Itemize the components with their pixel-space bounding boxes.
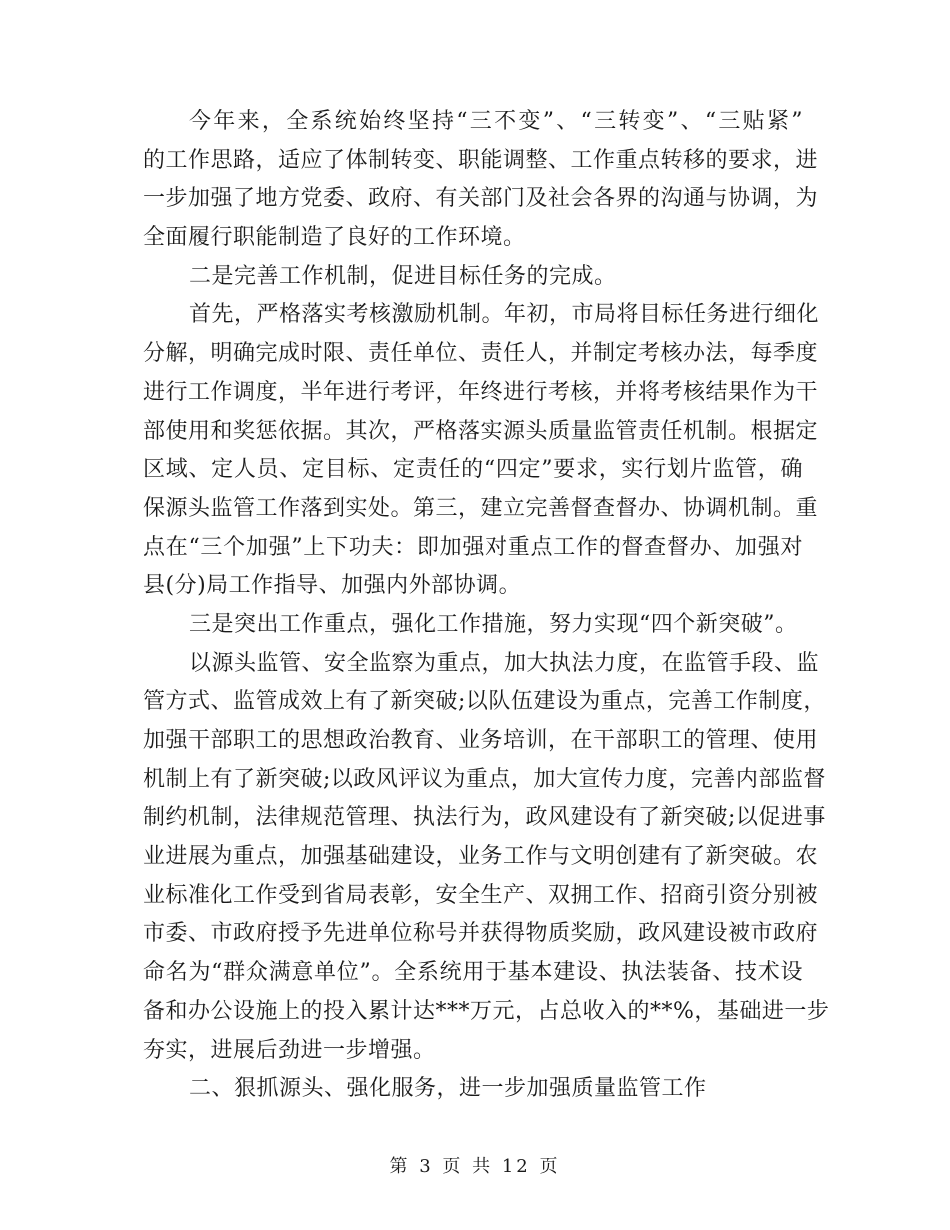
text-line: 二、狠抓源头、强化服务，进一步加强质量监管工作 [189, 1076, 707, 1102]
text-line: 命名为“群众满意单位”。全系统用于基本建设、执法装备、技术设 [143, 960, 803, 986]
text-line: 业进展为重点，加强基础建设，业务工作与文明创建有了新突破。农 [143, 844, 819, 870]
text-line: 一步加强了地方党委、政府、有关部门及社会各界的沟通与协调，为 [143, 186, 819, 212]
text-line: 今年来，全系统始终坚持“三不变”、“三转变”、“三贴紧” [189, 109, 803, 134]
text-line: 县(分)局工作指导、加强内外部协调。 [143, 573, 522, 599]
text-line: 部使用和奖惩依据。其次，严格落实源头质量监管责任机制。根据定 [143, 418, 819, 444]
text-line: 区域、定人员、定目标、定责任的“四定”要求，实行划片监管，确 [143, 457, 803, 483]
text-line: 备和办公设施上的投入累计达***万元，占总收入的**%，基础进一步 [143, 998, 830, 1024]
text-line: 首先，严格落实考核激励机制。年初，市局将目标任务进行细化 [189, 302, 820, 328]
text-line: 三是突出工作重点，强化工作措施，努力实现“四个新突破”。 [189, 611, 798, 637]
text-line: 分解，明确完成时限、责任单位、责任人，并制定考核办法，每季度 [143, 341, 819, 367]
text-line: 二是完善工作机制，促进目标任务的完成。 [189, 263, 617, 289]
document-body [143, 103, 830, 1109]
text-line: 以源头监管、安全监察为重点，加大执法力度，在监管手段、监 [189, 650, 820, 676]
text-line: 管方式、监管成效上有了新突破;以队伍建设为重点，完善工作制度， [143, 689, 826, 715]
text-line: 机制上有了新突破;以政风评议为重点，加大宣传力度，完善内部监督 [143, 766, 826, 792]
text-line: 进行工作调度，半年进行考评，年终进行考核，并将考核结果作为干 [143, 379, 819, 405]
text-line: 市委、市政府授予先进单位称号并获得物质奖励，政风建设被市政府 [143, 921, 819, 947]
text-line: 保源头监管工作落到实处。第三，建立完善督查督办、协调机制。重 [143, 495, 819, 521]
text-line: 点在“三个加强”上下功夫：即加强对重点工作的督查督办、加强对 [143, 534, 803, 560]
text-line: 加强干部职工的思想政治教育、业务培训，在干部职工的管理、使用 [143, 728, 819, 753]
text-line: 的工作思路，适应了体制转变、职能调整、工作重点转移的要求，进 [143, 147, 819, 173]
text-line: 全面履行职能制造了良好的工作环境。 [143, 225, 526, 251]
text-line: 制约机制，法律规范管理、执法行为，政风建设有了新突破;以促进事 [143, 805, 826, 831]
page-number-footer: 第 3 页 共 12 页 [389, 1156, 561, 1177]
text-line: 夯实，进展后劲进一步增强。 [143, 1037, 436, 1063]
text-line: 业标准化工作受到省局表彰，安全生产、双拥工作、招商引资分别被 [143, 882, 819, 908]
